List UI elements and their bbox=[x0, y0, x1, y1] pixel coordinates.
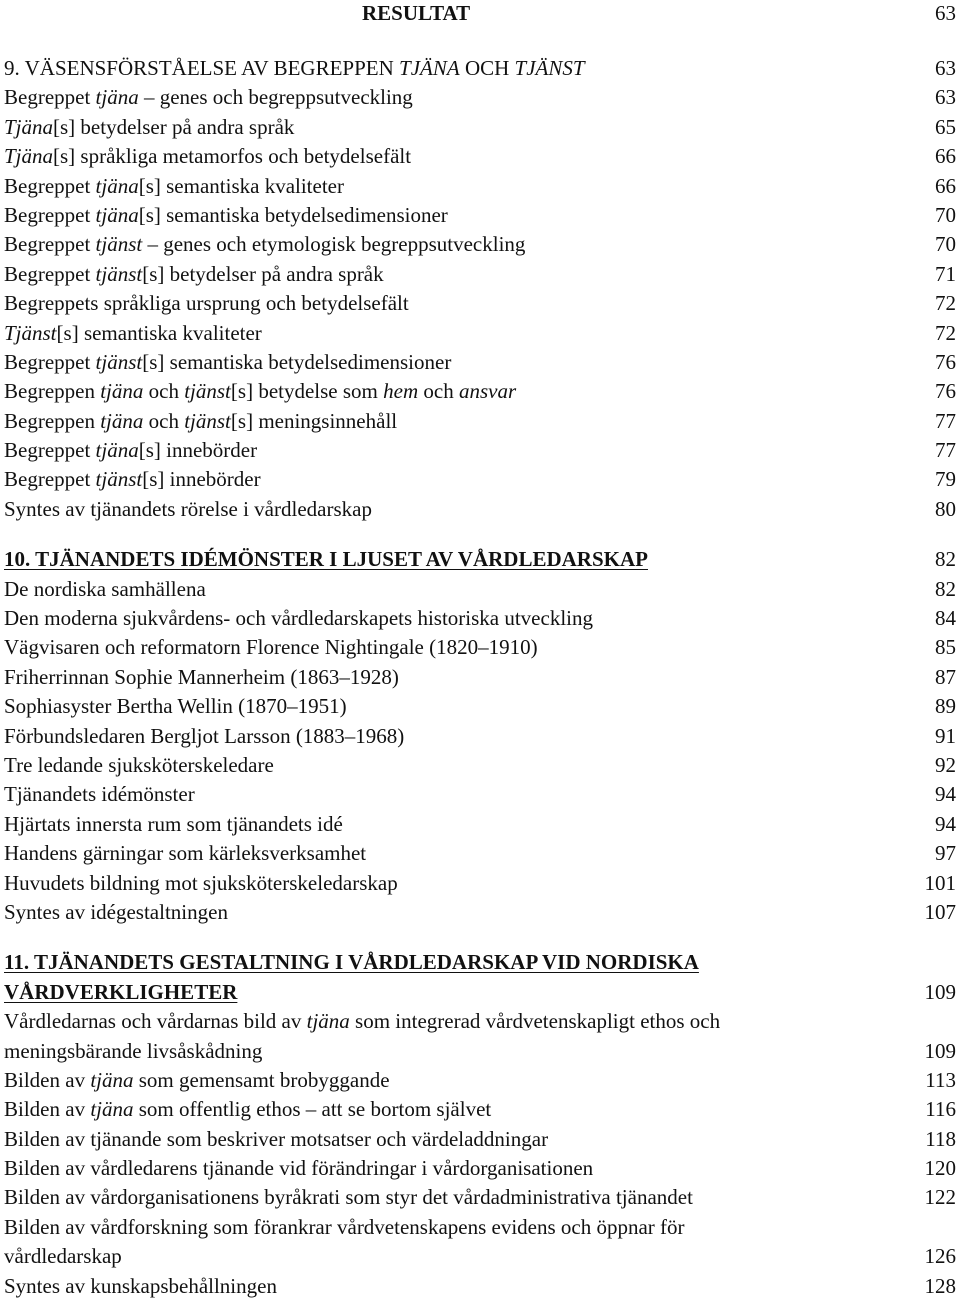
toc-entry: Bilden av tjänande som beskriver motsatser och värdeladdningar 118 bbox=[4, 1125, 956, 1154]
toc-entry: Begreppets språkliga ursprung och betydelsefält 72 bbox=[4, 289, 956, 318]
toc-page bbox=[4, 0, 956, 1301]
chapter-10-entries bbox=[4, 575, 956, 928]
toc-entry-page: 101 bbox=[924, 870, 956, 895]
toc-entry: Förbundsledaren Bergljot Larsson (1883–1968) 91 bbox=[4, 722, 956, 751]
chapter-11-heading-line1 bbox=[4, 948, 956, 977]
toc-entry-page: 94 bbox=[935, 811, 956, 836]
toc-entry: Syntes av tjänandets rörelse i vårdledarskap 80 bbox=[4, 495, 956, 524]
toc-entry: Handens gärningar som kärleksverksamhet 97 bbox=[4, 839, 956, 868]
toc-entry-page: 113 bbox=[925, 1067, 956, 1092]
toc-entry-page: 118 bbox=[925, 1126, 956, 1151]
chapter-9-heading bbox=[4, 54, 956, 83]
toc-entry-page: 94 bbox=[935, 782, 956, 807]
toc-entry: Bilden av tjäna som offentlig ethos – att se bortom självet 116 bbox=[4, 1095, 956, 1124]
toc-entry-page: 65 bbox=[935, 114, 956, 139]
toc-entry-page: 72 bbox=[935, 320, 956, 345]
toc-entry: Begreppen tjäna och tjänst[s] meningsinnehåll 77 bbox=[4, 407, 956, 436]
toc-entry: Tjänandets idémönster 94 bbox=[4, 780, 956, 809]
toc-entry-page: 89 bbox=[935, 694, 956, 719]
chapter-11-entries-italic bbox=[4, 1066, 956, 1125]
chapter-11-title-line2: VÅRDVERKLIGHETER bbox=[4, 979, 238, 1004]
toc-entry-page: 66 bbox=[935, 144, 956, 169]
toc-entry: Begreppet tjäna – genes och begreppsutveckling 63 bbox=[4, 83, 956, 112]
toc-entry-page: 77 bbox=[935, 408, 956, 433]
toc-entry-page: 79 bbox=[935, 467, 956, 492]
toc-entry: Tjänst[s] semantiska kvaliteter 72 bbox=[4, 319, 956, 348]
chapter-9-title: 9. VÄSENSFÖRSTÅELSE AV BEGREPPEN TJÄNA OCH TJÄNST bbox=[4, 56, 585, 80]
toc-entry: Syntes av kunskapsbehållningen 128 bbox=[4, 1272, 956, 1301]
chapter-9-entries bbox=[4, 83, 956, 377]
toc-entry-line2: meningsbärande livsåskådning 109 bbox=[4, 1037, 956, 1066]
toc-entry-page: 70 bbox=[935, 202, 956, 227]
toc-entry: Begreppet tjänst[s] betydelser på andra språk 71 bbox=[4, 260, 956, 289]
toc-entry-page: 91 bbox=[935, 723, 956, 748]
toc-entry-page: 92 bbox=[935, 752, 956, 777]
toc-entry-page: 97 bbox=[935, 841, 956, 866]
toc-entry: Begreppet tjänst[s] semantiska betydelsedimensioner 76 bbox=[4, 348, 956, 377]
toc-entry-page: 122 bbox=[924, 1185, 956, 1210]
toc-entry: Sophiasyster Bertha Wellin (1870–1951) 89 bbox=[4, 692, 956, 721]
toc-entry-page: 87 bbox=[935, 664, 956, 689]
toc-entry: Begreppet tjänst[s] innebörder 79 bbox=[4, 465, 956, 494]
toc-entry: Tre ledande sjuksköterskeledare 92 bbox=[4, 751, 956, 780]
running-head-page: 63 bbox=[935, 1, 956, 25]
toc-entry-page: 66 bbox=[935, 173, 956, 198]
toc-entry: Begreppet tjäna[s] semantiska betydelsedimensioner 70 bbox=[4, 201, 956, 230]
chapter-9-entries-2 bbox=[4, 436, 956, 524]
toc-entry-page: 107 bbox=[924, 899, 956, 924]
toc-entry-page: 63 bbox=[935, 85, 956, 110]
toc-entry: Bilden av vårdledarens tjänande vid förändringar i vårdorganisationen 120 bbox=[4, 1154, 956, 1183]
toc-entry: Hjärtats innersta rum som tjänandets idé 94 bbox=[4, 810, 956, 839]
toc-entry: Tjäna[s] språkliga metamorfos och betydelsefält 66 bbox=[4, 142, 956, 171]
toc-entry-page: 116 bbox=[925, 1097, 956, 1122]
toc-entry: Friherrinnan Sophie Mannerheim (1863–1928) 87 bbox=[4, 663, 956, 692]
toc-entry: Tjäna[s] betydelser på andra språk 65 bbox=[4, 113, 956, 142]
chapter-11-title-line1: 11. TJÄNANDETS GESTALTNING I VÅRDLEDARSKAP VID NORDISKA bbox=[4, 950, 699, 975]
toc-entry-page: 76 bbox=[935, 349, 956, 374]
toc-entry-page: 128 bbox=[924, 1273, 956, 1298]
toc-entry: Begreppet tjäna[s] innebörder 77 bbox=[4, 436, 956, 465]
chapter-11-entries bbox=[4, 1125, 956, 1213]
running-head bbox=[4, 0, 956, 27]
toc-entry-page: 84 bbox=[935, 606, 956, 631]
toc-entry-page: 80 bbox=[935, 496, 956, 521]
toc-entry-line2: vårdledarskap 126 bbox=[4, 1242, 956, 1271]
chapter-11-page: 109 bbox=[924, 979, 956, 1004]
toc-entry: Begreppen tjäna och tjänst[s] betydelse som hem och ansvar 76 bbox=[4, 377, 956, 406]
chapter-10-title: 10. TJÄNANDETS IDÉMÖNSTER I LJUSET AV VÅRDLEDARSKAP bbox=[4, 547, 648, 572]
toc-entry-page: 126 bbox=[924, 1244, 956, 1269]
toc-entry-page: 70 bbox=[935, 232, 956, 257]
toc-entry: Huvudets bildning mot sjuksköterskeledarskap 101 bbox=[4, 869, 956, 898]
toc-entry-page: 85 bbox=[935, 635, 956, 660]
toc-entry: Begreppet tjänst – genes och etymologisk begreppsutveckling 70 bbox=[4, 230, 956, 259]
toc-entry: Bilden av vårdorganisationens byråkrati som styr det vårdadministrativa tjänandet 122 bbox=[4, 1183, 956, 1212]
chapter-10-heading bbox=[4, 545, 956, 574]
toc-entry: Begreppet tjäna[s] semantiska kvaliteter 66 bbox=[4, 172, 956, 201]
toc-entry-page: 72 bbox=[935, 291, 956, 316]
toc-entry: Vägvisaren och reformatorn Florence Nightingale (1820–1910) 85 bbox=[4, 633, 956, 662]
toc-entry: Den moderna sjukvårdens- och vårdledarskapets historiska utveckling 84 bbox=[4, 604, 956, 633]
toc-entry-line1: Vårdledarnas och vårdarnas bild av tjäna som integrerad vårdvetenskapligt ethos och bbox=[4, 1009, 721, 1034]
toc-entry-page: 71 bbox=[935, 261, 956, 286]
toc-entry-page: 109 bbox=[924, 1038, 956, 1063]
toc-entry: De nordiska samhällena 82 bbox=[4, 575, 956, 604]
toc-entry-page: 120 bbox=[924, 1156, 956, 1181]
toc-entry-line1: Bilden av vårdforskning som förankrar vårdvetenskapens evidens och öppnar för bbox=[4, 1214, 685, 1239]
toc-entry-page: 76 bbox=[935, 379, 956, 404]
toc-entry-page: 82 bbox=[935, 576, 956, 601]
toc-entry: Bilden av tjäna som gemensamt brobyggande 113 bbox=[4, 1066, 956, 1095]
chapter-9-page: 63 bbox=[935, 56, 956, 80]
toc-entry-page: 77 bbox=[935, 438, 956, 463]
running-head-title: RESULTAT bbox=[362, 1, 471, 25]
chapter-11-heading-line2 bbox=[4, 978, 956, 1007]
chapter-10-page: 82 bbox=[935, 547, 956, 572]
toc-entry: Syntes av idégestaltningen 107 bbox=[4, 898, 956, 927]
